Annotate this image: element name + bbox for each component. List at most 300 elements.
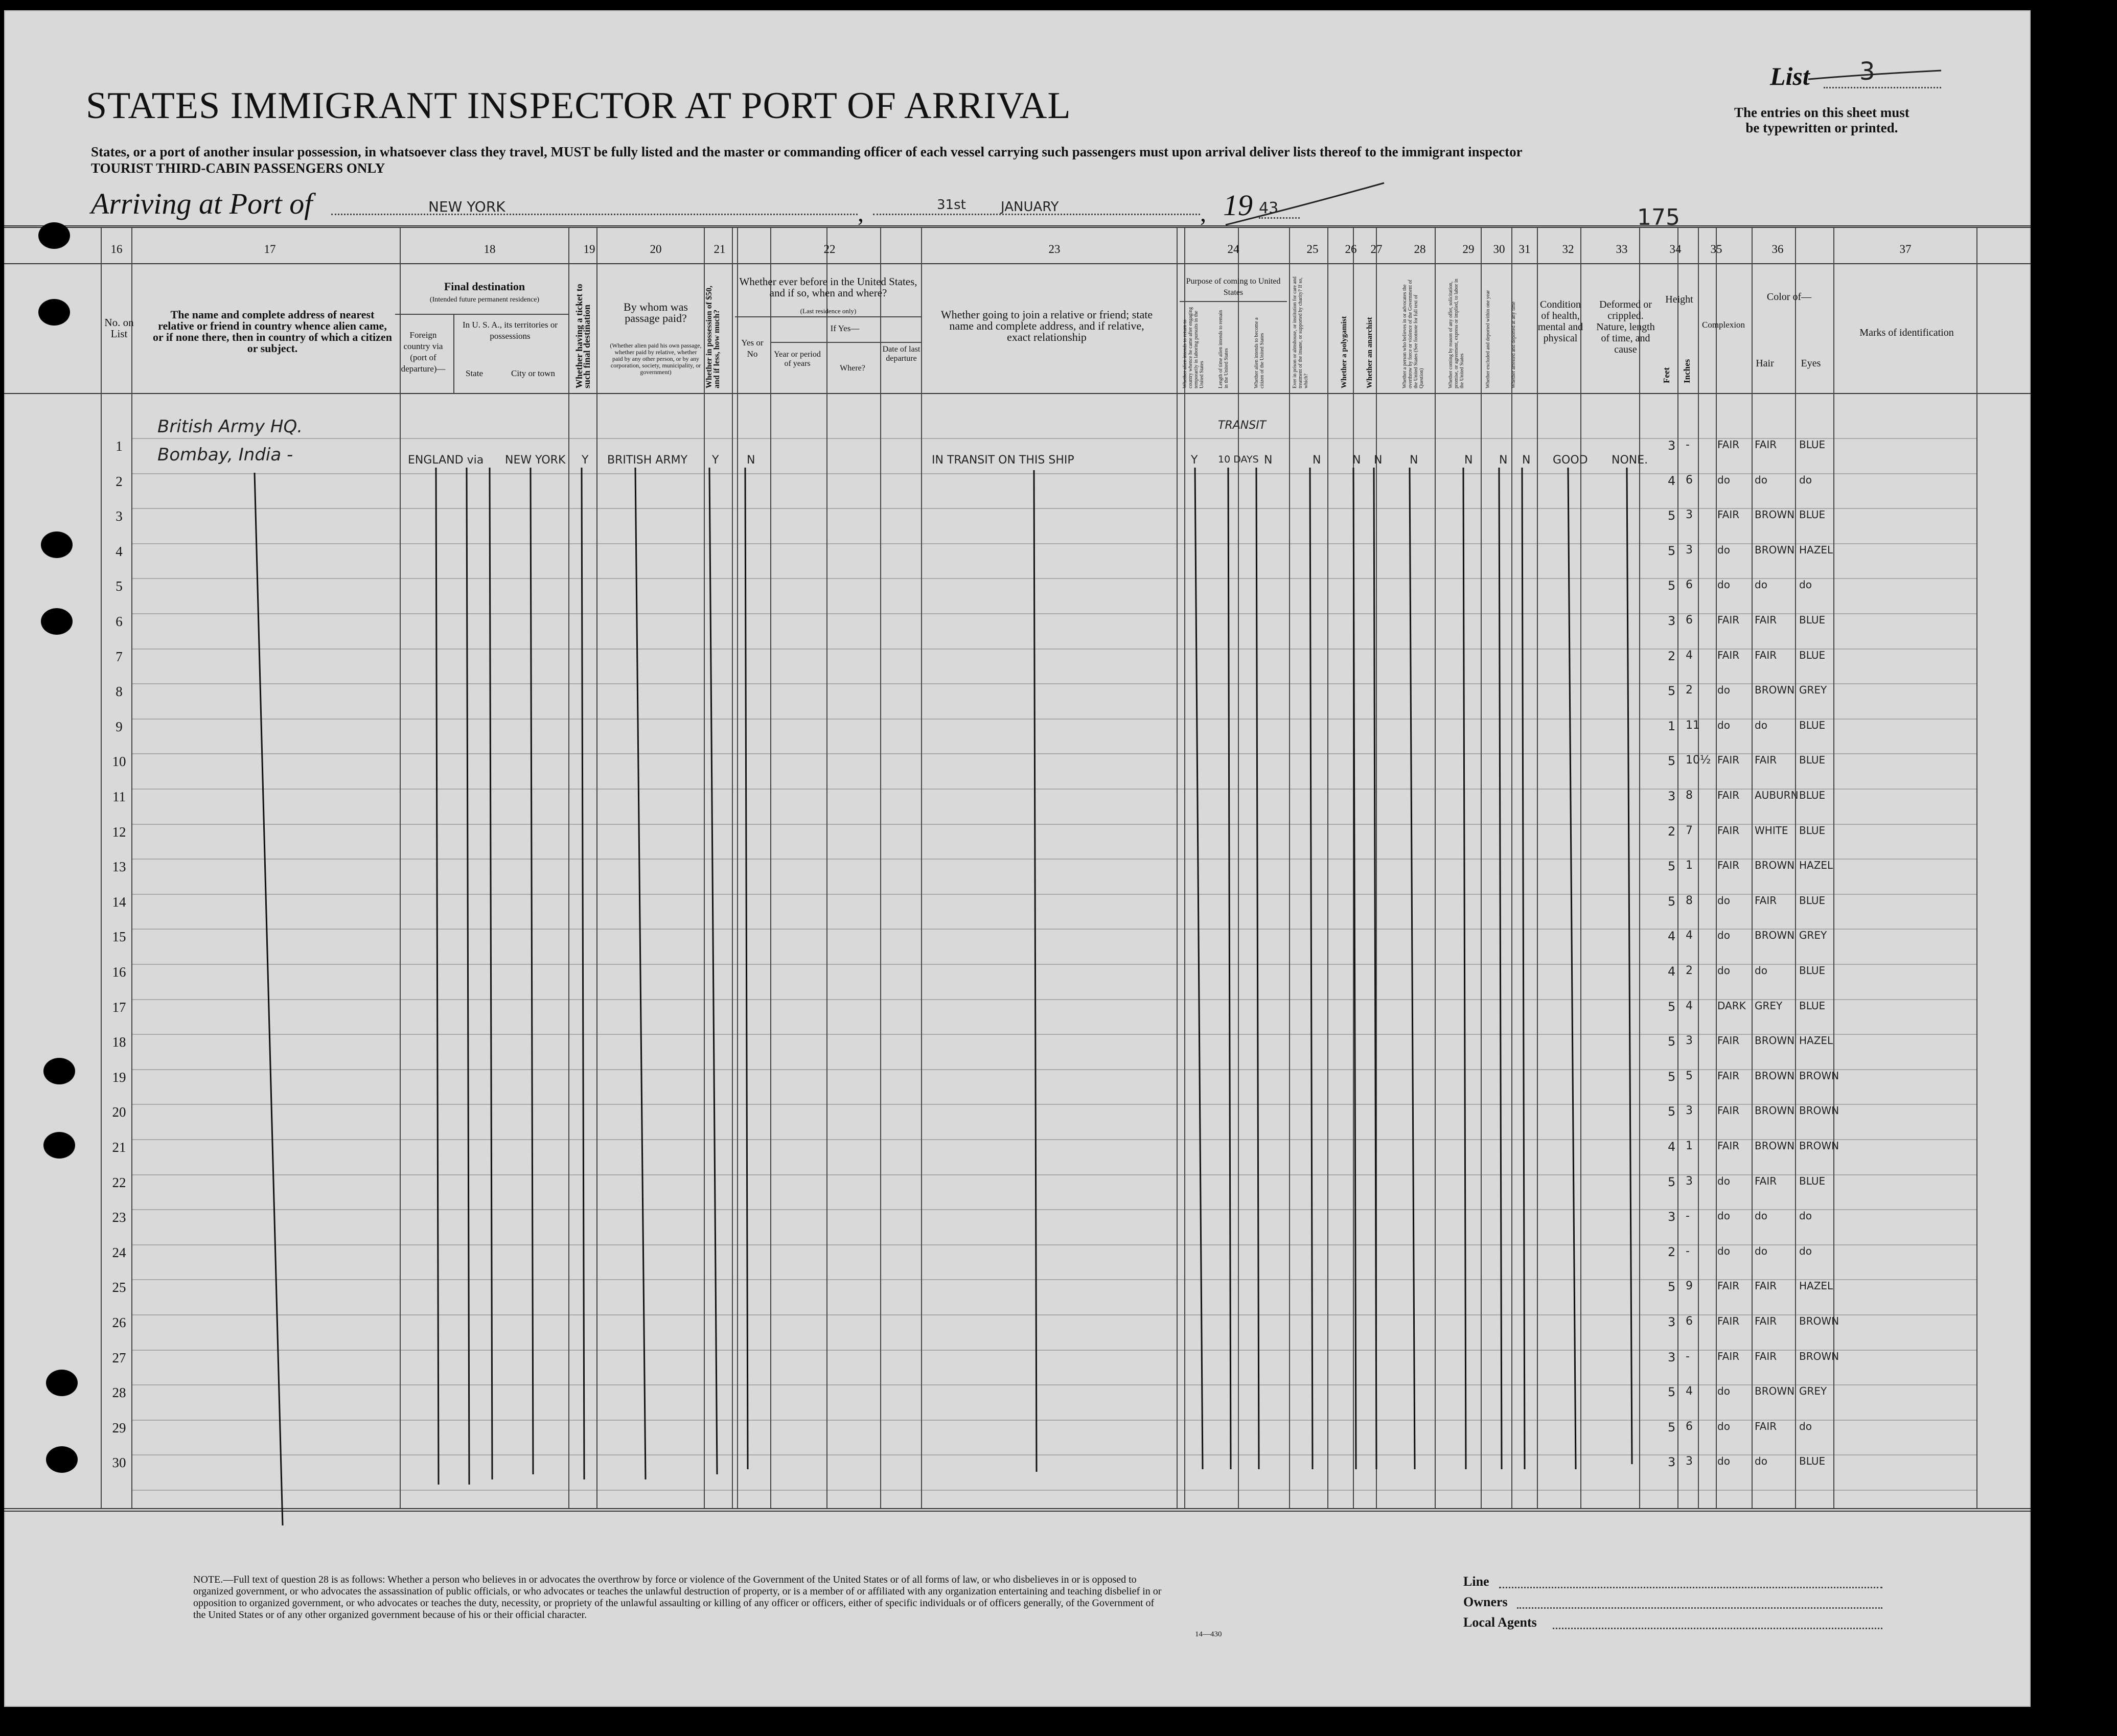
hair-color-value: do	[1755, 1210, 1767, 1222]
purpose-b-value: 10 DAYS	[1218, 454, 1259, 465]
row-number: 30	[112, 1455, 126, 1470]
complexion-value: FAIR	[1717, 824, 1740, 837]
joining-value: IN TRANSIT ON THIS SHIP	[932, 454, 1074, 467]
header-final-destination-sub: (Intended future permanent residence)	[429, 296, 540, 304]
col-num: 31	[1518, 243, 1531, 256]
sheet-number: 175	[1637, 204, 1680, 230]
complexion-value: do	[1717, 544, 1730, 556]
month-value: JANUARY	[1001, 199, 1059, 215]
page-title: STATES IMMIGRANT INSPECTOR AT PORT OF ARRIVAL	[86, 85, 1071, 127]
prison-value: N	[1313, 454, 1321, 467]
row-number: 4	[116, 544, 123, 559]
header-if-yes: If Yes—	[830, 323, 860, 333]
line-field	[1499, 1587, 1882, 1588]
hair-color-value: WHITE	[1755, 824, 1788, 837]
header-q30: Whether excluded and deported within one year	[1485, 290, 1491, 388]
height-feet: 5	[1668, 578, 1676, 593]
col-num: 20	[650, 243, 662, 256]
complexion-value: do	[1717, 684, 1730, 696]
row-number: 20	[112, 1104, 126, 1120]
col-num: 32	[1562, 243, 1574, 256]
arriving-label: Arriving at Port of	[91, 187, 313, 220]
relative-abroad-line2: Bombay, India -	[157, 445, 293, 465]
header-color-of: Color of—	[1766, 291, 1812, 303]
complexion-value: FAIR	[1717, 789, 1740, 801]
row-number: 14	[112, 894, 126, 910]
height-feet: 5	[1668, 1000, 1676, 1014]
row-number: 27	[112, 1350, 126, 1365]
typewritten-note-line1: The entries on this sheet must	[1734, 105, 1909, 120]
punch-hole	[46, 1370, 78, 1396]
port-value: NEW YORK	[428, 198, 505, 215]
year-suffix: 43	[1259, 199, 1279, 217]
height-inches: 6	[1686, 1315, 1693, 1328]
complexion-value: FAIR	[1717, 438, 1740, 451]
header-passage-paid-sub: (Whether alien paid his own passage, whether paid by relative, whether paid by any other person, or by any corporation, society, municipality, or government)	[610, 342, 702, 376]
header-deformed: Deformed or crippled. Nature, length of time, and cause	[1596, 299, 1655, 355]
col-num: 28	[1414, 243, 1426, 256]
header-yes-no: Yes or No	[741, 338, 764, 359]
complexion-value: do	[1717, 964, 1730, 977]
complexion-value: do	[1717, 1455, 1730, 1467]
height-inches: 4	[1686, 1385, 1693, 1398]
eye-color-value: BLUE	[1799, 894, 1826, 907]
header-year-period: Year or period of years	[774, 350, 821, 368]
height-inches: 3	[1686, 1034, 1693, 1047]
hair-color-value: BROWN	[1755, 1140, 1795, 1152]
row-number: 28	[112, 1385, 126, 1400]
col-num: 25	[1306, 243, 1319, 256]
hair-color-value: do	[1755, 719, 1767, 731]
row-number: 19	[112, 1070, 126, 1085]
row-number: 21	[112, 1140, 126, 1155]
hair-color-value: FAIR	[1755, 1280, 1777, 1292]
height-feet: 3	[1668, 789, 1676, 803]
height-feet: 2	[1668, 649, 1676, 663]
header-feet: Feet	[1662, 367, 1671, 383]
row-number: 3	[116, 508, 123, 524]
header-relative-abroad: The name and complete address of nearest relative or friend in country whence alien came, or if none there, then in country of which a citizen or subject.	[153, 308, 392, 355]
polygamist-value: N	[1352, 454, 1361, 467]
height-feet: 4	[1668, 964, 1676, 979]
row-number: 25	[112, 1280, 126, 1295]
height-feet: 5	[1668, 1420, 1676, 1434]
complexion-value: DARK	[1717, 1000, 1746, 1012]
hair-color-value: FAIR	[1755, 1420, 1777, 1432]
height-feet: 1	[1668, 719, 1676, 733]
header-passage-paid: By whom was passage paid?	[624, 300, 688, 325]
height-feet: 5	[1668, 1034, 1676, 1049]
hair-color-value: FAIR	[1755, 1350, 1777, 1362]
height-inches: 3	[1686, 1455, 1693, 1468]
header-joining: Whether going to join a relative or friend; state name and complete address, and if relative, exact relationship	[940, 308, 1153, 343]
height-feet: 4	[1668, 474, 1676, 488]
height-inches: 9	[1686, 1280, 1693, 1292]
complexion-value: do	[1717, 1175, 1730, 1187]
hair-color-value: BROWN	[1755, 929, 1795, 941]
hair-color-value: BROWN	[1755, 859, 1795, 871]
row-number: 11	[112, 789, 126, 804]
hair-color-value: FAIR	[1755, 1315, 1777, 1327]
height-inches: 8	[1686, 789, 1693, 802]
eye-color-value: GREY	[1799, 684, 1827, 696]
height-inches: 6	[1686, 1420, 1693, 1433]
height-inches: 11	[1686, 719, 1700, 732]
header-state: State	[466, 368, 483, 378]
header-height: Height	[1665, 294, 1693, 305]
q29-value: N	[1464, 454, 1473, 467]
eye-color-value: GREY	[1799, 929, 1827, 941]
before-yes-no-value: N	[747, 454, 755, 467]
complexion-value: FAIR	[1717, 1315, 1740, 1327]
foreign-country-value: ENGLAND via	[408, 454, 484, 467]
col-num: 37	[1899, 243, 1912, 256]
row-number: 22	[112, 1175, 126, 1190]
punch-hole	[43, 1132, 75, 1159]
col-num: 19	[583, 243, 595, 256]
eye-color-value: HAZEL	[1799, 544, 1833, 556]
purpose-a-value: Y	[1191, 454, 1198, 467]
hair-color-value: BROWN	[1755, 508, 1795, 521]
hair-color-value: BROWN	[1755, 544, 1795, 556]
complexion-value: FAIR	[1717, 1140, 1740, 1152]
row-number: 18	[112, 1034, 126, 1050]
col-num: 16	[110, 243, 123, 256]
eye-color-value: BLUE	[1799, 649, 1826, 661]
hair-color-value: do	[1755, 1455, 1767, 1467]
comma: ,	[1200, 200, 1206, 227]
header-before-sub: (Last residence only)	[800, 307, 857, 315]
eye-color-value: HAZEL	[1799, 1280, 1833, 1292]
header-health: Condition of health, mental and physical	[1537, 299, 1583, 344]
year-prefix: 19	[1223, 189, 1253, 222]
relative-abroad-line1: British Army HQ.	[157, 416, 303, 437]
col-num: 26	[1345, 243, 1357, 256]
height-inches: 5	[1686, 1070, 1693, 1082]
complexion-value: FAIR	[1717, 614, 1740, 626]
hair-color-value: FAIR	[1755, 1175, 1777, 1187]
header-no-on-list: No. on List	[104, 316, 134, 340]
passage-paid-value: BRITISH ARMY	[607, 454, 688, 467]
header-final-destination: Final destination	[444, 280, 525, 293]
eye-color-value: HAZEL	[1799, 859, 1833, 871]
height-feet: 5	[1668, 544, 1676, 558]
punch-hole	[38, 222, 70, 249]
passenger-class: TOURIST THIRD-CABIN PASSENGERS ONLY	[91, 160, 385, 176]
height-inches: -	[1686, 1245, 1690, 1258]
height-feet: 4	[1668, 929, 1676, 943]
eye-color-value: BLUE	[1799, 508, 1826, 521]
row-number: 15	[112, 929, 126, 944]
height-inches: 6	[1686, 578, 1693, 591]
header-before-in-us: Whether ever before in the United States, and if so, when and where?	[739, 275, 917, 299]
height-inches: 2	[1686, 964, 1693, 977]
height-feet: 5	[1668, 894, 1676, 909]
header-q31: Whether arrested and deported at any time	[1511, 302, 1516, 388]
hair-color-value: FAIR	[1755, 438, 1777, 451]
eye-color-value: do	[1799, 1210, 1812, 1222]
header-purpose-b: Length of time alien intends to remain in the United States	[1218, 310, 1229, 388]
height-feet: 3	[1668, 614, 1676, 628]
row-number: 5	[116, 578, 123, 594]
height-feet: 4	[1668, 1140, 1676, 1154]
punch-hole	[38, 299, 70, 326]
local-agents-label: Local Agents	[1463, 1615, 1537, 1630]
q28-value: N	[1410, 454, 1418, 467]
punch-hole	[41, 531, 73, 558]
header-anarchist: Whether an anarchist	[1366, 317, 1374, 388]
complexion-value: FAIR	[1717, 1034, 1740, 1047]
col-num: 27	[1370, 243, 1383, 256]
purpose-c-value: N	[1264, 454, 1273, 467]
eye-color-value: BLUE	[1799, 438, 1826, 451]
line-label: Line	[1463, 1574, 1489, 1589]
complexion-value: do	[1717, 578, 1730, 591]
hair-color-value: BROWN	[1755, 1070, 1795, 1082]
eye-color-value: GREY	[1799, 1385, 1827, 1397]
col-num: 18	[484, 243, 496, 256]
complexion-value: FAIR	[1717, 1070, 1740, 1082]
complexion-value: do	[1717, 474, 1730, 486]
row-number: 24	[112, 1245, 126, 1260]
complexion-value: do	[1717, 1385, 1730, 1397]
complexion-value: do	[1717, 719, 1730, 731]
height-inches: 1	[1686, 1140, 1693, 1152]
deformed-value: NONE.	[1612, 454, 1648, 467]
header-foreign-country: Foreign country via (port of departure)—	[401, 330, 446, 374]
height-inches: 10½	[1686, 754, 1711, 767]
eye-color-value: HAZEL	[1799, 1034, 1833, 1047]
eye-color-value: BLUE	[1799, 614, 1826, 626]
typewritten-note-line2: be typewritten or printed.	[1745, 120, 1898, 135]
header-q28: Whether a person who believes in or advocates the overthrow by force or violence of the Government of the United States (See footnote for full text of Question)	[1402, 280, 1424, 388]
q30-value: N	[1499, 454, 1508, 467]
header-q29: Whether coming by reason of any offer, solicitation, promise, or agreement, express or implied, to labor in the United States	[1448, 279, 1465, 388]
height-feet: 5	[1668, 1280, 1676, 1294]
height-inches: 4	[1686, 649, 1693, 662]
ticket-value: Y	[582, 454, 589, 467]
eye-color-value: do	[1799, 1245, 1812, 1257]
eye-color-value: BLUE	[1799, 1175, 1826, 1187]
height-feet: 3	[1668, 1455, 1676, 1469]
punch-hole	[46, 1446, 78, 1473]
height-feet: 5	[1668, 1070, 1676, 1084]
eye-color-value: BROWN	[1799, 1070, 1839, 1082]
header-marks: Marks of identification	[1859, 327, 1954, 338]
eye-color-value: BLUE	[1799, 1000, 1826, 1012]
hair-color-value: do	[1755, 578, 1767, 591]
header-fifty-dollars: Whether in possession of $50, and if less, how much?	[705, 285, 721, 388]
height-feet: 3	[1668, 1315, 1676, 1329]
col-num: 30	[1493, 243, 1505, 256]
height-feet: 5	[1668, 859, 1676, 873]
height-inches: 3	[1686, 1104, 1693, 1117]
complexion-value: FAIR	[1717, 649, 1740, 661]
manifest-sheet	[4, 10, 2031, 1707]
hair-color-value: FAIR	[1755, 614, 1777, 626]
complexion-value: FAIR	[1717, 859, 1740, 871]
height-inches: 3	[1686, 544, 1693, 557]
col-num: 22	[823, 243, 836, 256]
punch-hole	[43, 1058, 75, 1084]
fifty-value: Y	[712, 454, 719, 467]
height-inches: 8	[1686, 894, 1693, 907]
height-inches: 6	[1686, 474, 1693, 487]
complexion-value: do	[1717, 894, 1730, 907]
header-purpose-c: Whether alien intends to become a citizen of the United States	[1254, 317, 1265, 388]
height-feet: 2	[1668, 1245, 1676, 1259]
eye-color-value: BROWN	[1799, 1104, 1839, 1117]
height-inches: 2	[1686, 684, 1693, 697]
day-value: 31st	[937, 197, 966, 213]
row-number: 10	[112, 754, 126, 769]
row-number: 9	[116, 719, 123, 734]
row-number: 16	[112, 964, 126, 980]
hair-color-value: do	[1755, 474, 1767, 486]
height-inches: 3	[1686, 508, 1693, 521]
height-feet: 5	[1668, 1104, 1676, 1119]
complexion-value: FAIR	[1717, 508, 1740, 521]
hair-color-value: BROWN	[1755, 1104, 1795, 1117]
col-num: 21	[714, 243, 726, 256]
hair-color-value: AUBURN	[1755, 789, 1799, 801]
list-number: 3	[1859, 57, 1875, 86]
col-num: 34	[1669, 243, 1682, 256]
height-inches: 6	[1686, 614, 1693, 627]
row-number: 7	[116, 649, 123, 664]
header-polygamist: Whether a polygamist	[1340, 316, 1348, 388]
comma: ,	[858, 200, 864, 227]
eye-color-value: BLUE	[1799, 1455, 1826, 1467]
height-feet: 5	[1668, 1385, 1676, 1399]
eye-color-value: do	[1799, 578, 1812, 591]
height-inches: 1	[1686, 859, 1693, 872]
complexion-value: do	[1717, 1420, 1730, 1432]
complexion-value: FAIR	[1717, 754, 1740, 766]
complexion-value: FAIR	[1717, 1280, 1740, 1292]
handwritten-ditto-marks	[255, 468, 1632, 1525]
header-date-departure: Date of last departure	[882, 345, 921, 363]
eye-color-value: do	[1799, 474, 1812, 486]
row-number: 26	[112, 1315, 126, 1330]
hair-color-value: FAIR	[1755, 649, 1777, 661]
owners-label: Owners	[1463, 1594, 1508, 1609]
hair-color-value: do	[1755, 1245, 1767, 1257]
row-number: 23	[112, 1210, 126, 1225]
row-number: 1	[116, 438, 123, 454]
height-feet: 3	[1668, 1350, 1676, 1364]
header-hair: Hair	[1756, 358, 1774, 369]
city-value: NEW YORK	[505, 454, 566, 467]
row-number: 13	[112, 859, 126, 874]
col-num: 17	[264, 243, 276, 256]
col-num: 33	[1616, 243, 1628, 256]
height-inches: 3	[1686, 1175, 1693, 1188]
height-inches: -	[1686, 1350, 1690, 1363]
hair-color-value: BROWN	[1755, 1385, 1795, 1397]
height-inches: 4	[1686, 929, 1693, 942]
height-feet: 3	[1668, 438, 1676, 453]
row-number: 6	[116, 614, 123, 629]
col-num: 23	[1048, 243, 1061, 256]
owners-field	[1517, 1607, 1882, 1609]
col-num: 36	[1771, 243, 1784, 256]
height-feet: 5	[1668, 1175, 1676, 1189]
header-inches: Inches	[1682, 359, 1692, 383]
header-purpose: Purpose of coming to United States	[1186, 277, 1281, 297]
complexion-value: do	[1717, 1245, 1730, 1257]
height-inches: 4	[1686, 1000, 1693, 1012]
header-complexion: Complexion	[1702, 320, 1745, 330]
header-in-usa: In U. S. A., its territories or possessions	[462, 320, 558, 341]
eye-color-value: BROWN	[1799, 1315, 1839, 1327]
q31-value: N	[1522, 454, 1531, 467]
header-eyes: Eyes	[1801, 358, 1821, 369]
row-number: 12	[112, 824, 126, 840]
eye-color-value: BROWN	[1799, 1140, 1839, 1152]
header-city: City or town	[511, 368, 555, 378]
height-feet: 3	[1668, 1210, 1676, 1224]
row-number: 8	[116, 684, 123, 699]
col-num: 29	[1462, 243, 1475, 256]
transit-note: TRANSIT	[1218, 419, 1267, 432]
eye-color-value: BLUE	[1799, 789, 1826, 801]
header-ticket: Whether having a ticket to such final destination	[574, 284, 592, 388]
height-feet: 2	[1668, 824, 1676, 839]
height-inches: -	[1686, 1210, 1690, 1222]
complexion-value: FAIR	[1717, 1104, 1740, 1117]
instructions: States, or a port of another insular possession, in whatsoever class they travel, MUST be fully listed and the master or commanding officer of each vessel carrying such passengers must upon arrival deliver lists thereof to the immigrant inspector	[91, 144, 1523, 159]
hair-color-value: GREY	[1755, 1000, 1783, 1012]
punch-hole	[41, 608, 73, 635]
height-feet: 5	[1668, 508, 1676, 523]
height-inches: -	[1686, 438, 1690, 451]
eye-color-value: BROWN	[1799, 1350, 1839, 1362]
hair-color-value: FAIR	[1755, 894, 1777, 907]
height-inches: 7	[1686, 824, 1693, 837]
height-feet: 5	[1668, 754, 1676, 768]
complexion-value: FAIR	[1717, 1350, 1740, 1362]
height-feet: 5	[1668, 684, 1676, 698]
header-prison: Ever in prison or almshouse, or institution for care and treatment of the insane, or supported by charity? If so, which?	[1292, 276, 1309, 388]
col-num: 35	[1710, 243, 1722, 256]
hair-color-value: BROWN	[1755, 1034, 1795, 1047]
header-where: Where?	[840, 364, 865, 373]
hair-color-value: BROWN	[1755, 684, 1795, 696]
form-number: 14—430	[1195, 1630, 1222, 1638]
footer-note: NOTE.—Full text of question 28 is as follows: Whether a person who believes in or advocates the overthrow by force or violence of the Government of the United States or of all forms of law, or who disbelieves in or is opposed to organized government, or who advocates the assassination of public officials, or who advocates or teaches the unlawful destruction of property, or is a member of or affiliated with any organization entertaining and teaching disbelief in or opposition to organized government, or who advocates or teaches the duty, necessity, or propriety of the unlawful assaulting or killing of any officer or officers, either of specific individuals or of officers generally, of the Government of the United States or of any other organized government because of his or their official character.	[193, 1574, 1162, 1621]
anarchist-value: N	[1374, 454, 1383, 467]
row-number: 2	[116, 474, 123, 489]
list-label: List	[1770, 62, 1810, 90]
complexion-value: do	[1717, 1210, 1730, 1222]
eye-color-value: do	[1799, 1420, 1812, 1432]
eye-color-value: BLUE	[1799, 719, 1826, 731]
header-purpose-a: Whether alien intends to return to country whence he came after engaging temporarily in laboring pursuits in the United States	[1182, 307, 1205, 388]
hair-color-value: FAIR	[1755, 754, 1777, 766]
health-value: GOOD	[1553, 454, 1588, 467]
eye-color-value: BLUE	[1799, 754, 1826, 766]
col-num: 24	[1227, 243, 1239, 256]
hair-color-value: do	[1755, 964, 1767, 977]
eye-color-value: BLUE	[1799, 964, 1826, 977]
complexion-value: do	[1717, 929, 1730, 941]
local-agents-field	[1553, 1628, 1882, 1629]
row-number: 29	[112, 1420, 126, 1436]
eye-color-value: BLUE	[1799, 824, 1826, 837]
manifest-grid	[4, 10, 2031, 1707]
row-number: 17	[112, 1000, 126, 1015]
